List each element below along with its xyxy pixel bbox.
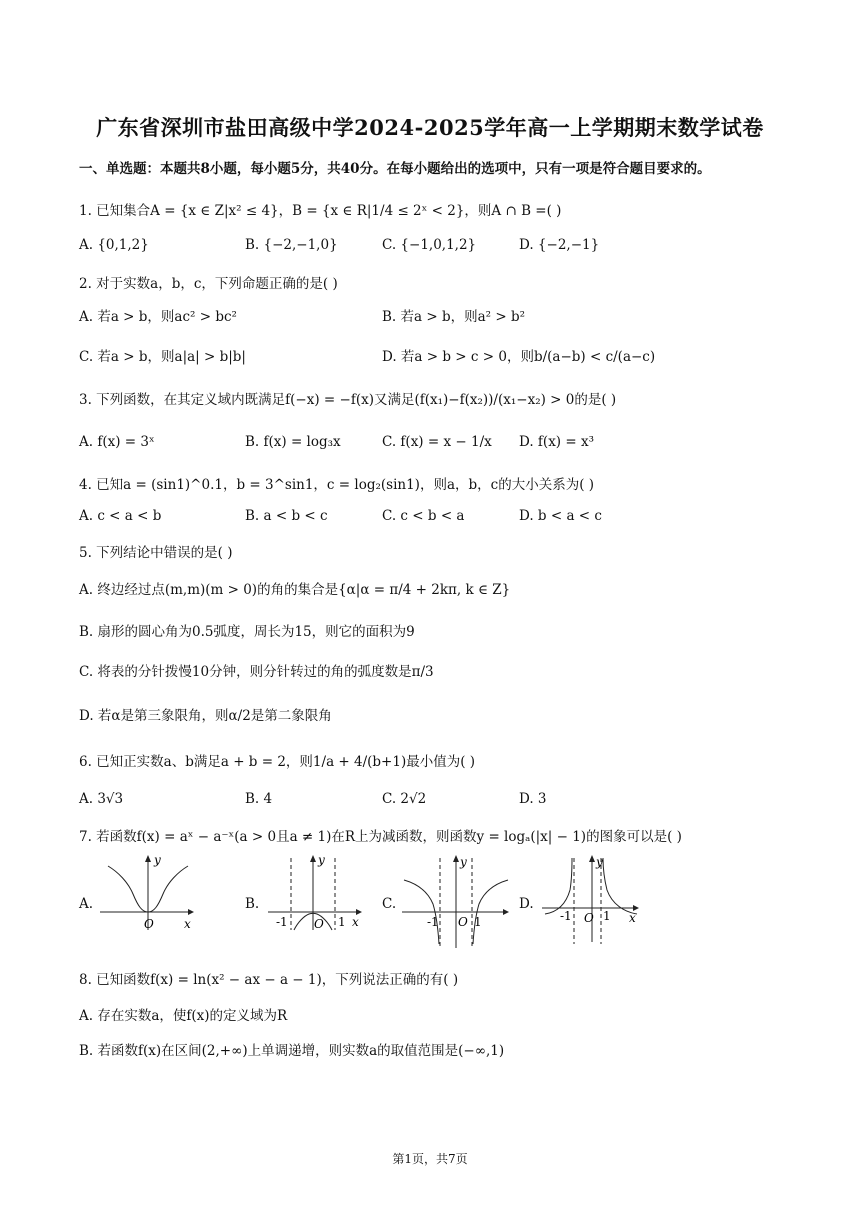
question-3-option-c: C. f(x) = x − 1/x	[382, 434, 492, 450]
question-7-option-b-label: B.	[245, 896, 260, 912]
svg-text:O: O	[144, 917, 154, 931]
svg-text:O: O	[314, 917, 324, 931]
question-5-option-c: C. 将表的分针拨慢10分钟，则分针转过的角的弧度数是π/3	[79, 664, 434, 680]
svg-text:O: O	[458, 915, 468, 929]
question-4-option-b: B. a < b < c	[245, 508, 328, 524]
question-2-stem: 2. 对于实数a，b，c，下列命题正确的是( )	[79, 276, 338, 292]
question-7-option-c-label: C.	[382, 896, 397, 912]
svg-text:1: 1	[474, 915, 482, 929]
svg-text:y: y	[154, 853, 161, 867]
question-7-stem: 7. 若函数f(x) = aˣ − a⁻ˣ(a > 0且a ≠ 1)在R上为减函数，则函数y = logₐ(|x| − 1)的图象可以是( )	[79, 829, 682, 845]
question-1-option-d: D. {−2,−1}	[519, 237, 600, 253]
svg-text:x: x	[352, 915, 359, 929]
question-6-option-b: B. 4	[245, 791, 273, 807]
graph-option-b	[266, 852, 366, 932]
svg-text:y: y	[460, 855, 467, 869]
svg-text:O: O	[584, 911, 594, 925]
question-8-stem: 8. 已知函数f(x) = ln(x² − ax − a − 1)，下列说法正确的有( )	[79, 972, 459, 988]
question-2-option-b: B. 若a > b，则a² > b²	[382, 309, 525, 325]
question-2-option-c: C. 若a > b，则a|a| > b|b|	[79, 349, 246, 365]
exam-title: 广东省深圳市盐田高级中学2024-2025学年高一上学期期末数学试卷	[96, 115, 764, 140]
question-6-option-c: C. 2√2	[382, 791, 427, 807]
svg-text:-1: -1	[560, 909, 572, 923]
svg-text:1: 1	[338, 915, 346, 929]
question-4-option-d: D. b < a < c	[519, 508, 602, 524]
question-3-option-d: D. f(x) = x³	[519, 434, 594, 450]
svg-text:x: x	[184, 917, 191, 931]
question-4-option-c: C. c < b < a	[382, 508, 465, 524]
question-6-stem: 6. 已知正实数a、b满足a + b = 2，则1/a + 4/(b+1)最小值为( )	[79, 754, 476, 770]
page-footer: 第1页，共7页	[392, 1152, 468, 1166]
question-3-option-a: A. f(x) = 3ˣ	[79, 434, 155, 450]
question-5-stem: 5. 下列结论中错误的是( )	[79, 545, 233, 561]
svg-text:y: y	[318, 853, 325, 867]
question-6-option-d: D. 3	[519, 791, 547, 807]
question-8-option-a: A. 存在实数a，使f(x)的定义域为R	[79, 1008, 288, 1024]
question-4-stem: 4. 已知a = (sin1)^0.1，b = 3^sin1，c = log₂(sin1)，则a，b，c的大小关系为( )	[79, 477, 595, 493]
section-heading: 一、单选题：本题共8小题，每小题5分，共40分。在每小题给出的选项中，只有一项是符合题目要求的。	[79, 161, 711, 177]
question-4-option-a: A. c < a < b	[79, 508, 162, 524]
svg-text:1: 1	[603, 909, 611, 923]
graph-option-a	[98, 852, 198, 932]
question-7-option-a-label: A.	[79, 896, 94, 912]
svg-text:y: y	[596, 855, 603, 869]
question-1-option-b: B. {−2,−1,0}	[245, 237, 338, 253]
graph-option-d	[540, 852, 644, 948]
question-5-option-a: A. 终边经过点(m,m)(m > 0)的角的集合是{α|α = π/4 + 2kπ, k ∈ Z}	[79, 582, 511, 598]
question-1-stem: 1. 已知集合A = {x ∈ Z|x² ≤ 4}，B = {x ∈ R|1/4 ≤ 2ˣ < 2}，则A ∩ B =( )	[79, 203, 562, 219]
question-6-option-a: A. 3√3	[79, 791, 124, 807]
question-2-option-d: D. 若a > b > c > 0，则b/(a−b) < c/(a−c)	[382, 349, 656, 365]
question-8-option-b: B. 若函数f(x)在区间(2,+∞)上单调递增，则实数a的取值范围是(−∞,1)	[79, 1043, 505, 1059]
question-1-option-a: A. {0,1,2}	[79, 237, 149, 253]
svg-text:x: x	[629, 911, 636, 925]
question-1-option-c: C. {−1,0,1,2}	[382, 237, 477, 253]
question-5-option-d: D. 若α是第三象限角，则α/2是第二象限角	[79, 708, 332, 724]
question-3-stem: 3. 下列函数，在其定义域内既满足f(−x) = −f(x)又满足(f(x₁)−f(x₂))/(x₁−x₂) > 0的是( )	[79, 392, 617, 408]
svg-text:-1: -1	[276, 915, 288, 929]
svg-text:-1: -1	[427, 915, 439, 929]
question-2-option-a: A. 若a > b，则ac² > bc²	[79, 309, 237, 325]
question-3-option-b: B. f(x) = log₃x	[245, 434, 341, 450]
question-5-option-b: B. 扇形的圆心角为0.5弧度，周长为15，则它的面积为9	[79, 624, 415, 640]
graph-option-c	[400, 852, 512, 948]
question-7-option-d-label: D.	[519, 896, 534, 912]
